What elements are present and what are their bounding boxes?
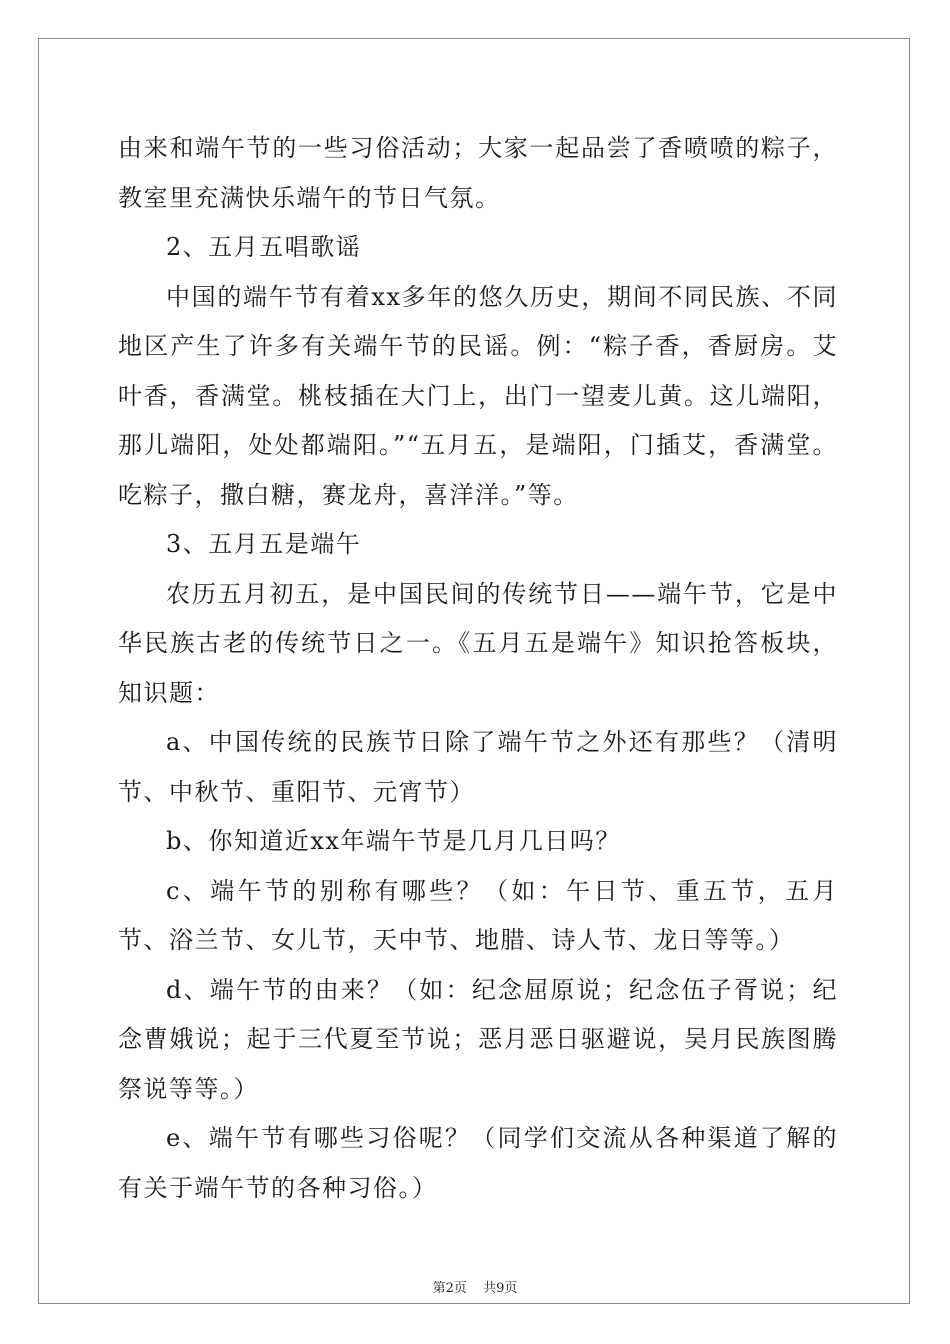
paragraph-intro-quiz: 农历五月初五，是中国民间的传统节日——端午节，它是中华民族古老的传统节日之一。《五月五是端午》知识抢答板块，知识题： — [118, 579, 838, 707]
section-heading-2: 2、五月五唱歌谣 — [166, 233, 362, 261]
page-number: 第2页 — [432, 1281, 467, 1296]
quiz-item-d: d、端午节的由来？（如：纪念屈原说；纪念伍子胥说；纪念曹娥说；起于三代夏至节说；恶月恶日驱避说，吴月民族图腾祭说等等。） — [118, 975, 838, 1103]
page-footer — [0, 1277, 950, 1296]
quiz-item-b: b、你知道近xx年端午节是几月几日吗？ — [166, 827, 621, 855]
document-body — [118, 124, 838, 1213]
page-total: 共9页 — [483, 1281, 518, 1296]
quiz-item-c: c、端午节的别称有哪些？（如：午日节、重五节，五月节、浴兰节、女儿节，天中节、地腊、诗人节、龙日等等。） — [118, 876, 838, 954]
paragraph-folk-songs: 中国的端午节有着xx多年的悠久历史，期间不同民族、不同地区产生了许多有关端午节的民谣。例：“粽子香，香厨房。艾叶香，香满堂。桃枝插在大门上，出门一望麦儿黄。这儿端阳，那儿端阳，处处都端阳。”“五月五，是端阳，门插艾，香满堂。吃粽子，撒白糖，赛龙舟，喜洋洋。”等。 — [118, 282, 838, 509]
section-heading-3: 3、五月五是端午 — [166, 530, 362, 558]
quiz-item-e: e、端午节有哪些习俗呢？（同学们交流从各种渠道了解的有关于端午节的各种习俗。） — [118, 1124, 838, 1202]
paragraph-continuation: 由来和端午节的一些习俗活动；大家一起品尝了香喷喷的粽子，教室里充满快乐端午的节日气氛。 — [118, 134, 838, 212]
quiz-item-a: a、中国传统的民族节日除了端午节之外还有那些？（清明节、中秋节、重阳节、元宵节） — [118, 728, 838, 806]
